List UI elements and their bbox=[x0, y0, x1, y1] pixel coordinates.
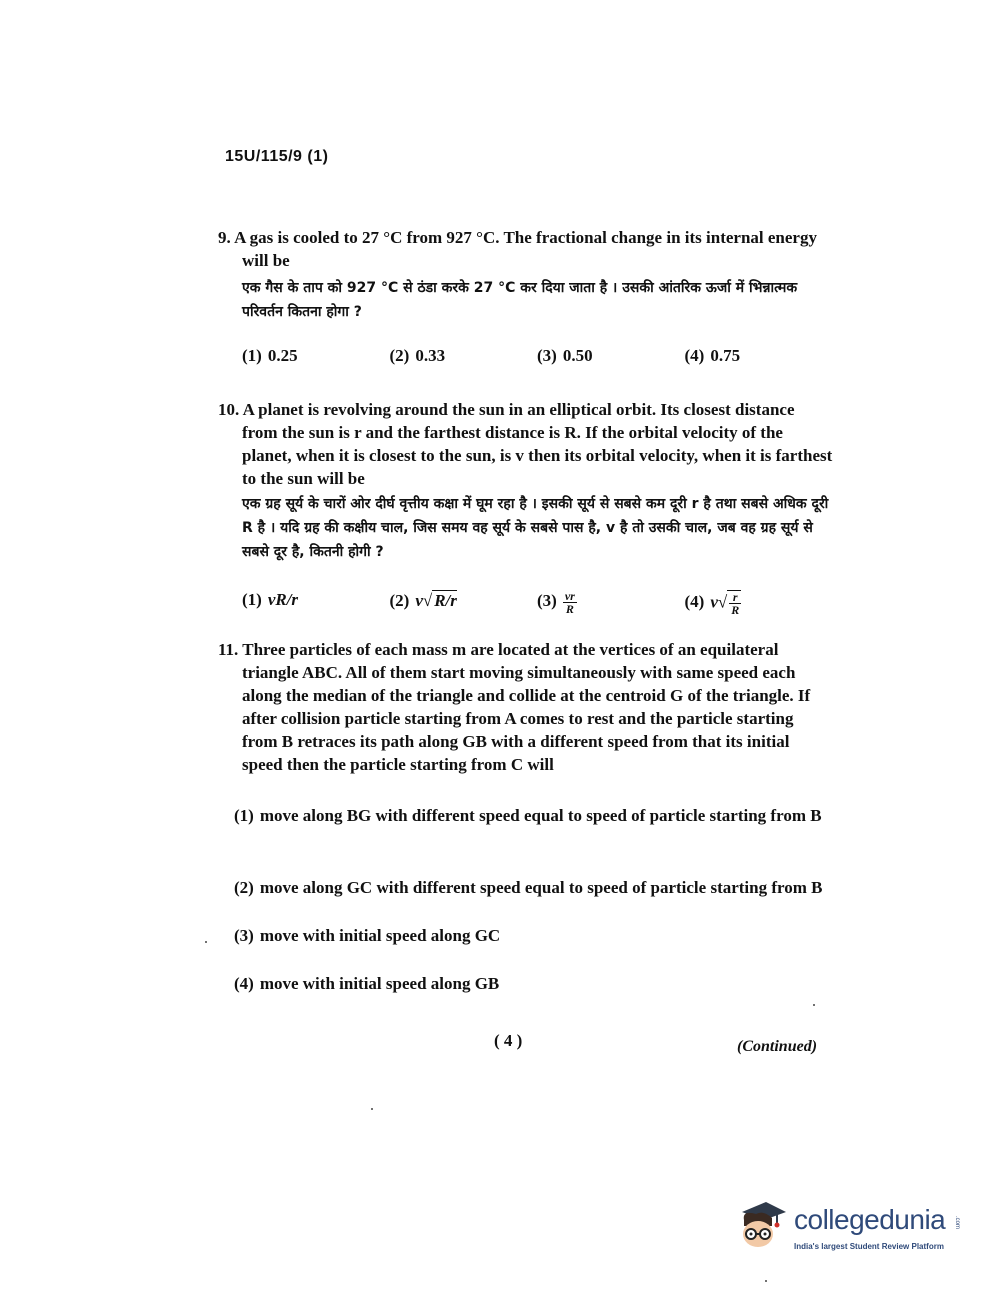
scan-speck bbox=[205, 941, 207, 943]
option-4[interactable]: (4) v√ $\frac{r}{R}$ bbox=[684, 590, 740, 617]
student-mascot-icon bbox=[738, 1196, 788, 1256]
option-3[interactable]: (3) move with initial speed along GC bbox=[234, 926, 501, 945]
question-10 bbox=[218, 398, 833, 564]
question-text-en: Three particles of each mass m are located at the vertices of an equilateral triangle ABC. All of them start moving simultaneously with same speed each along the median of the triangle and collide at the centroid G of the triangle. If after collision particle starting from A comes to rest and the particle starting from B retraces its path along GB with a different speed from that its initial speed then the particle starting from C will bbox=[242, 640, 811, 774]
question-number: 9. bbox=[218, 228, 231, 247]
collegedunia-logo bbox=[738, 1196, 968, 1262]
option-4[interactable]: (4) 0.75 bbox=[684, 346, 741, 365]
paper-code: 15U/115/9 (1) bbox=[225, 148, 329, 165]
question-11-english bbox=[218, 638, 833, 776]
option-1[interactable]: (1) move along BG with different speed equal to speed of particle starting from B bbox=[234, 806, 822, 825]
question-10-english bbox=[218, 398, 833, 490]
option-1[interactable]: (1) vR/r bbox=[242, 590, 299, 609]
page-number: ( 4 ) bbox=[494, 1031, 523, 1050]
question-9-hindi: एक गैस के ताप को 927 °C से ठंडा करके 27 °C कर दिया जाता है । उसकी आंतरिक ऊर्जा में भिन्नात्मक परिवर्तन कितना होगा ? bbox=[242, 280, 798, 320]
option-2[interactable]: (2) move along GC with different speed equal to speed of particle starting from B bbox=[234, 878, 823, 897]
question-10-hindi: एक ग्रह सूर्य के चारों ओर दीर्घ वृत्तीय कक्षा में घूम रहा है । इसकी सूर्य से सबसे कम दूरी r है तथा सबसे अधिक दूरी R है । यदि ग्रह की कक्षीय चाल, जिस समय वह सूर्य के सबसे पास है, v है तो उसकी चाल, जब वह ग्रह सूर्य से सबसे दूर है, कितनी होगी ? bbox=[242, 496, 829, 560]
question-9-options bbox=[242, 346, 832, 366]
continued-label: (Continued) bbox=[737, 1038, 818, 1055]
brand-tagline: India's largest Student Review Platform bbox=[794, 1242, 944, 1251]
brand-domain: .com bbox=[954, 1216, 960, 1230]
option-2[interactable]: (2) 0.33 bbox=[389, 346, 446, 365]
option-3[interactable]: (3) 0.50 bbox=[537, 346, 593, 365]
question-number: 10. bbox=[218, 400, 240, 419]
question-9 bbox=[218, 226, 833, 324]
question-11 bbox=[218, 638, 833, 776]
question-10-options bbox=[242, 590, 832, 616]
option-3[interactable]: (3) $\frac{vr}{R}$ bbox=[537, 589, 575, 616]
fraction: $\frac{r}{R}$ bbox=[731, 590, 740, 617]
question-text-en: A planet is revolving around the sun in an elliptical orbit. Its closest distance from the sun is r and the farthest distance is R. If the orbital velocity of the planet, when it is closest to the sun, is v then its orbital velocity, when it is farthest to the sun will be bbox=[242, 400, 833, 488]
option-1[interactable]: (1) 0.25 bbox=[242, 346, 298, 365]
sqrt-icon: √ bbox=[717, 592, 728, 612]
scan-speck bbox=[371, 1108, 373, 1110]
option-4[interactable]: (4) move with initial speed along GB bbox=[234, 974, 500, 993]
scan-speck bbox=[765, 1280, 767, 1282]
scan-speck bbox=[813, 1004, 815, 1006]
question-number: 11. bbox=[218, 640, 239, 659]
option-2[interactable]: (2) v√ R/r bbox=[389, 591, 457, 610]
brand-name: collegedunia bbox=[794, 1204, 946, 1235]
question-text-en: A gas is cooled to 27 °C from 927 °C. The fractional change in its internal energy will be bbox=[234, 228, 817, 270]
fraction: $\frac{vr}{R}$ bbox=[564, 589, 575, 616]
question-9-english bbox=[218, 226, 833, 272]
sqrt-icon: √ bbox=[422, 591, 433, 610]
